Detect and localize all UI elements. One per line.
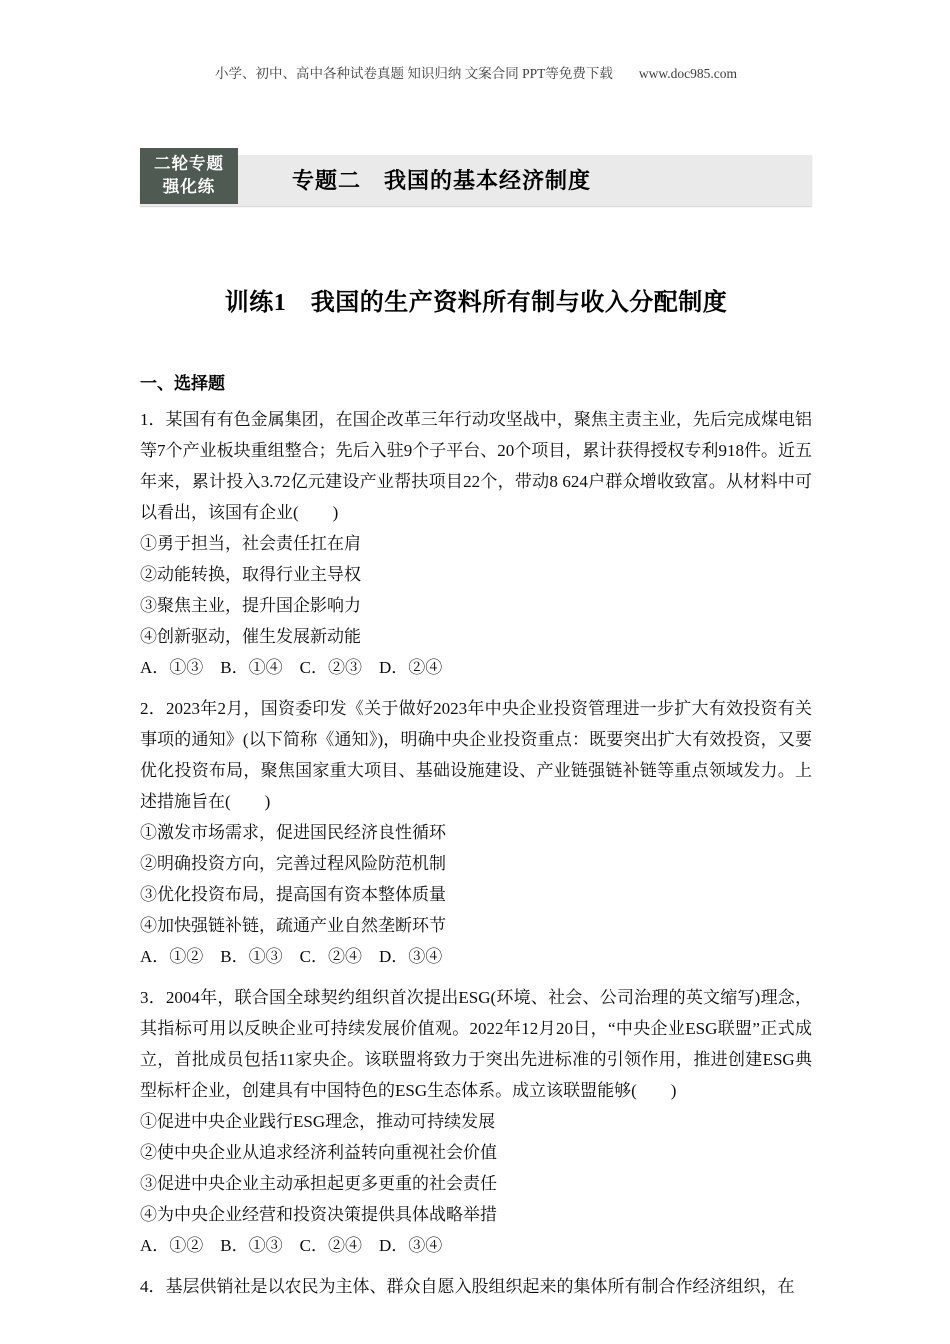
question-option: ①勇于担当，社会责任扛在肩 [140, 534, 361, 553]
banner-bar [140, 155, 812, 206]
answer-choices: A．①② B．①③ C．②④ D．③④ [140, 1236, 443, 1255]
page-title: 训练1 我国的生产资料所有制与收入分配制度 [224, 290, 728, 316]
unit-banner [140, 148, 812, 206]
series-badge [140, 148, 238, 204]
question-stem: 1．某国有有色金属集团，在国企改革三年行动攻坚战中，聚焦主责主业，先后完成煤电铝等7个产业板块重组整合；先后入驻9个子平台、20个项目，累计获得授权专利918件。近五年来，累计投入3.72亿元建设产业帮扶项目22个，带动8 624户群众增收致富。从材料中可以看出，该国有企业( ) [140, 410, 812, 522]
question-option: ④加快强链补链，疏通产业自然垄断环节 [140, 916, 446, 935]
question-option: ②明确投资方向，完善过程风险防范机制 [140, 854, 446, 873]
answer-choices: A．①② B．①③ C．②④ D．③④ [140, 947, 443, 966]
site-url: www.doc985.com [638, 66, 737, 81]
question-option: ④为中央企业经营和投资决策提供具体战略举措 [140, 1205, 497, 1224]
header-promo-text: 小学、初中、高中各种试卷真题 知识归纳 文案合同 PPT等免费下载 [215, 66, 613, 81]
badge-line2: 强化练 [162, 178, 216, 196]
question-stem: 4．基层供销社是以农民为主体、群众自愿入股组织起来的集体所有制合作经济组织，在 [140, 1277, 795, 1296]
question-option: ③优化投资布局，提高国有资本整体质量 [140, 885, 446, 904]
question-stem: 3．2004年，联合国全球契约组织首次提出ESG(环境、社会、公司治理的英文缩写)理念，其指标可用以反映企业可持续发展价值观。2022年12月20日，“中央企业ESG联盟”正式成立，首批成员包括11家央企。该联盟将致力于突出先进标准的引领作用，推进创建ESG典型标杆企业，创建具有中国特色的ESG生态体系。成立该联盟能够( ) [140, 988, 812, 1100]
question-option: ③聚焦主业，提升国企影响力 [140, 596, 361, 615]
question-option: ④创新驱动，催生发展新动能 [140, 627, 361, 646]
section-heading: 一、选择题 [140, 374, 225, 393]
question-2 [140, 693, 812, 972]
question-4 [140, 1271, 812, 1302]
badge-line1: 二轮专题 [154, 155, 224, 173]
question-option: ②使中央企业从追求经济利益转向重视社会价值 [140, 1143, 497, 1162]
question-option: ②动能转换，取得行业主导权 [140, 565, 361, 584]
question-option: ①促进中央企业践行ESG理念，推动可持续发展 [140, 1112, 496, 1131]
unit-title: 专题二 我国的基本经济制度 [292, 168, 592, 193]
question-option: ③促进中央企业主动承担起更多更重的社会责任 [140, 1174, 497, 1193]
site-header [140, 62, 812, 82]
question-1 [140, 404, 812, 683]
answer-choices: A．①③ B．①④ C．②③ D．②④ [140, 658, 443, 677]
question-3 [140, 982, 812, 1261]
question-stem: 2．2023年2月，国资委印发《关于做好2023年中央企业投资管理进一步扩大有效投资有关事项的通知》(以下简称《通知》)，明确中央企业投资重点：既要突出扩大有效投资，又要优化投资布局，聚焦国家重大项目、基础设施建设、产业链强链补链等重点领域发力。上述措施旨在( ) [140, 699, 812, 811]
question-option: ①激发市场需求，促进国民经济良性循环 [140, 823, 446, 842]
